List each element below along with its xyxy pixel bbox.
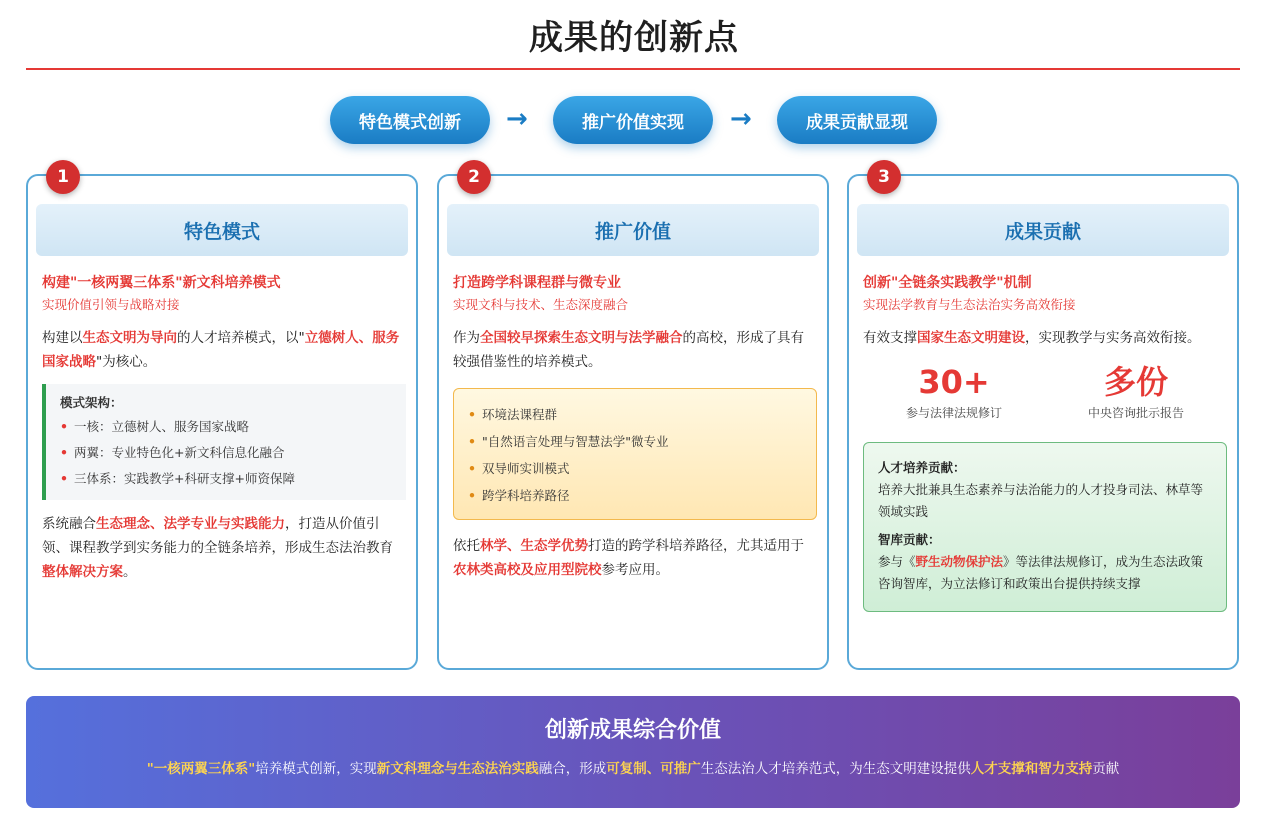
highlight: 野生动物保护法 <box>915 554 1004 569</box>
highlight: 农林类高校及应用型院校 <box>453 562 602 578</box>
flow-arrow-icon: → <box>506 104 528 134</box>
text: 》等法律法规修订，成为生态法政策咨询智库，为立法修订和政策出台提供持续支撑 <box>878 554 1204 591</box>
highlight: 新文科理念与生态法治实践 <box>376 761 539 777</box>
flow-step-feature[interactable]: 特色模式创新 <box>330 96 490 144</box>
card-paragraph <box>453 326 817 374</box>
stat-label: 参与法律法规修订 <box>905 406 1002 420</box>
list-item: • 双导师实训模式 <box>468 455 804 482</box>
summary-title: 创新成果综合价值 <box>544 718 721 743</box>
card-body <box>863 272 1227 612</box>
summary-text <box>26 758 1240 780</box>
card-paragraph <box>42 512 406 584</box>
card-headline: 创新"全链条实践教学"机制 <box>863 275 1032 291</box>
number-badge: 1 <box>46 160 80 194</box>
text: 有效支撑 <box>863 330 917 346</box>
text: ，打造从价值引领、课程教学到实务能力的全链条培养，形成生态法治教育 <box>42 516 393 556</box>
text: 系统融合 <box>42 516 96 532</box>
card-paragraph <box>42 326 406 374</box>
list-item: • 跨学科培养路径 <box>468 482 804 509</box>
contribution-box <box>863 442 1227 612</box>
number-badge: 2 <box>457 160 491 194</box>
text: 。 <box>123 564 137 580</box>
stat-value: 多份 <box>1103 363 1168 401</box>
list-item: • 一核：立德树人、服务国家战略 <box>60 414 394 440</box>
text: 作为 <box>453 330 480 346</box>
text: 的人才培养模式，以" <box>177 330 305 346</box>
flow-step-promotion[interactable]: 推广价值实现 <box>553 96 713 144</box>
flow-steps <box>0 96 1268 146</box>
highlight: "一核两翼三体系" <box>146 761 256 777</box>
highlight: 可复制、可推广 <box>606 761 701 777</box>
text: 参与《 <box>878 554 916 569</box>
page-title: 成果的创新点 <box>529 18 739 58</box>
card-header: 推广价值 <box>447 204 819 256</box>
text: 打造的跨学科培养路径，尤其适用于 <box>588 538 804 554</box>
card-promotion-value <box>437 167 829 670</box>
text: 依托 <box>453 538 480 554</box>
text: 的高校，形成了具有较强借鉴性的培养模式。 <box>453 330 804 370</box>
text: "为核心。 <box>96 354 157 370</box>
flow-step-contribution[interactable]: 成果贡献显现 <box>777 96 937 144</box>
card-paragraph <box>863 326 1227 350</box>
card-body <box>42 272 406 584</box>
card-headline: 构建"一核两翼三体系"新文科培养模式 <box>42 275 281 291</box>
card-header: 特色模式 <box>36 204 408 256</box>
card-subline: 实现文科与技术、生态深度融合 <box>453 297 629 312</box>
highlight: 生态理念、法学专业与实践能力 <box>96 516 285 532</box>
text: 构建以 <box>42 330 83 346</box>
highlight: 国家生态文明建设 <box>917 330 1025 346</box>
think-tank-title: 智库贡献： <box>878 532 941 547</box>
stat-laws <box>863 362 1045 424</box>
mode-architecture-box <box>42 384 406 500</box>
highlight: 人才支撑和智力支持 <box>970 761 1093 777</box>
highlight: 林学、生态学优势 <box>480 538 588 554</box>
talent-contribution-text: 培养大批兼具生态素养与法治能力的人才投身司法、林草等领域实践 <box>878 482 1204 519</box>
card-headline: 打造跨学科课程群与微专业 <box>453 275 621 291</box>
title-divider <box>26 68 1240 70</box>
list-item: • 两翼：专业特色化+新文科信息化融合 <box>60 440 394 466</box>
curriculum-box <box>453 388 817 520</box>
list-item: • 环境法课程群 <box>468 401 804 428</box>
summary-banner <box>26 696 1240 808</box>
list-item: • "自然语言处理与智慧法学"微专业 <box>468 428 804 455</box>
flow-arrow-icon: → <box>730 104 752 134</box>
number-badge: 3 <box>867 160 901 194</box>
curriculum-list <box>468 401 804 509</box>
think-tank-text <box>878 551 1212 595</box>
stat-value: 30+ <box>918 363 990 401</box>
text: 培养模式创新，实现 <box>255 761 377 777</box>
card-subline: 实现价值引领与战略对接 <box>42 297 180 312</box>
text: 参考应用。 <box>601 562 669 578</box>
text: 融合，形成 <box>538 761 607 777</box>
stats-row <box>863 362 1227 424</box>
mode-architecture-title: 模式架构： <box>60 395 123 410</box>
card-feature-mode <box>26 167 418 670</box>
highlight: 生态文明为导向 <box>82 330 177 346</box>
card-paragraph <box>453 534 817 582</box>
stat-label: 中央咨询批示报告 <box>1087 406 1184 420</box>
talent-contribution-title: 人才培养贡献： <box>878 460 966 475</box>
card-achievement-contribution <box>847 167 1239 670</box>
stat-reports <box>1045 362 1227 424</box>
highlight: 立德树人、服务国家战略 <box>42 330 400 370</box>
list-item: • 三体系：实践教学+科研支撑+师资保障 <box>60 466 394 492</box>
text: ，实现教学与实务高效衔接。 <box>1025 330 1201 346</box>
card-header: 成果贡献 <box>857 204 1229 256</box>
mode-architecture-list <box>60 414 394 492</box>
card-subline: 实现法学教育与生态法治实务高效衔接 <box>863 297 1076 312</box>
text: 生态法治人才培养范式，为生态文明建设提供 <box>700 761 971 777</box>
text: 贡献 <box>1092 761 1120 777</box>
highlight: 全国较早探索生态文明与法学融合 <box>480 330 683 346</box>
card-body <box>453 272 817 582</box>
highlight: 整体解决方案 <box>42 564 123 580</box>
